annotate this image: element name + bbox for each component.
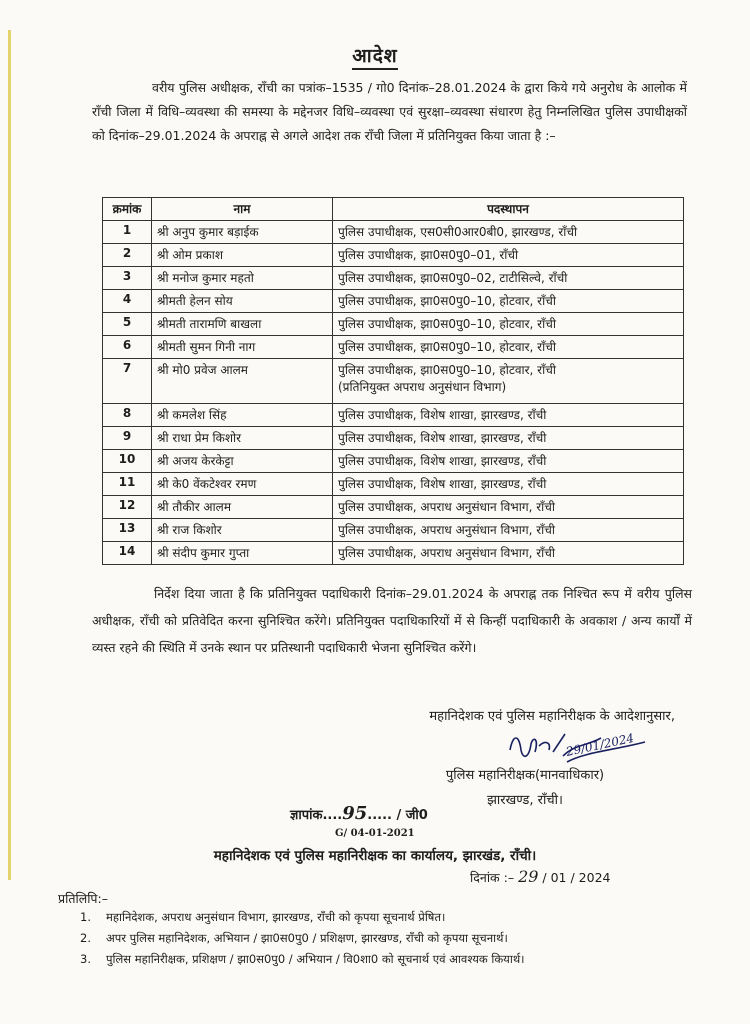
table-row — [103, 244, 684, 267]
header-serial: क्रमांक — [103, 198, 152, 221]
row-posting — [333, 519, 684, 542]
row-serial: 11 — [103, 473, 152, 496]
row-posting — [333, 267, 684, 290]
row-name: श्री संदीप कुमार गुप्ता — [152, 542, 333, 565]
row-posting — [333, 404, 684, 427]
row-serial: 12 — [103, 496, 152, 519]
row-posting — [333, 542, 684, 565]
date-line — [470, 867, 610, 886]
row-posting — [333, 427, 684, 450]
memo-label: ज्ञापांक — [290, 808, 323, 823]
table-header-row — [103, 198, 684, 221]
handwritten-signature — [505, 728, 655, 768]
posting-text: पुलिस उपाधीक्षक, झा0स0पु0–10, होटवार, राँची — [338, 340, 556, 354]
row-serial: 10 — [103, 450, 152, 473]
row-serial: 3 — [103, 267, 152, 290]
order-by-line: महानिदेशक एवं पुलिस महानिरीक्षक के आदेशानुसार, — [429, 709, 675, 724]
row-serial: 4 — [103, 290, 152, 313]
table-row — [103, 290, 684, 313]
copy-number: 1. — [80, 910, 91, 924]
row-posting — [333, 336, 684, 359]
posting-text: पुलिस उपाधीक्षक, झा0स0पु0–02, टाटीसिल्वे, राँची — [338, 271, 568, 285]
row-posting — [333, 244, 684, 267]
row-serial: 1 — [103, 221, 152, 244]
row-name: श्री ओम प्रकाश — [152, 244, 333, 267]
list-item — [80, 928, 680, 949]
row-serial: 8 — [103, 404, 152, 427]
table-row — [103, 267, 684, 290]
row-posting — [333, 359, 684, 404]
row-posting — [333, 450, 684, 473]
copy-label: प्रतिलिपि:– — [58, 891, 108, 906]
posting-text: पुलिस उपाधीक्षक, झा0स0पु0–10, होटवार, राँची — [338, 294, 556, 308]
svg-text:29/01/2024: 29/01/2024 — [564, 730, 636, 759]
row-posting — [333, 221, 684, 244]
table-row — [103, 221, 684, 244]
table-row — [103, 427, 684, 450]
row-name: श्री अनुप कुमार बड़ाईक — [152, 221, 333, 244]
date-label: दिनांक :– — [470, 870, 515, 885]
row-serial: 14 — [103, 542, 152, 565]
row-posting — [333, 473, 684, 496]
row-name: श्री मनोज कुमार महतो — [152, 267, 333, 290]
row-serial: 13 — [103, 519, 152, 542]
copy-number: 3. — [80, 952, 91, 966]
row-name: श्री कमलेश सिंह — [152, 404, 333, 427]
table-row — [103, 496, 684, 519]
posting-text: पुलिस उपाधीक्षक, अपराध अनुसंधान विभाग, राँची — [338, 500, 555, 514]
row-name: श्री राधा प्रेम किशोर — [152, 427, 333, 450]
table-row — [103, 336, 684, 359]
header-posting: पदस्थापन — [333, 198, 684, 221]
posting-text: पुलिस उपाधीक्षक, झा0स0पु0–10, होटवार, राँची — [338, 317, 556, 331]
signatory-title: पुलिस महानिरीक्षक(मानवाधिकार) — [445, 768, 605, 783]
table-row — [103, 473, 684, 496]
posting-text: पुलिस उपाधीक्षक, विशेष शाखा, झारखण्ड, राँची — [338, 454, 547, 468]
office-name: महानिदेशक एवं पुलिस महानिरीक्षक का कार्यालय, झारखंड, राँची। — [213, 848, 537, 864]
posting-text: पुलिस उपाधीक्षक, विशेष शाखा, झारखण्ड, राँची — [338, 477, 547, 491]
copy-text: पुलिस महानिरीक्षक, प्रशिक्षण / झा0स0पु0 / अभियान / वि0शा0 को सूचनार्थ एवं आवश्यक कियार्थ। — [106, 952, 525, 966]
date-rest: / 01 / 2024 — [542, 870, 611, 885]
row-name: श्री अजय केरकेट्टा — [152, 450, 333, 473]
posting-text: पुलिस उपाधीक्षक, अपराध अनुसंधान विभाग, राँची — [338, 546, 555, 560]
row-serial: 2 — [103, 244, 152, 267]
row-posting — [333, 290, 684, 313]
row-name: श्री राज किशोर — [152, 519, 333, 542]
posting-text: पुलिस उपाधीक्षक, झा0स0पु0–01, राँची — [338, 248, 519, 262]
copy-text: अपर पुलिस महानिदेशक, अभियान / झा0स0पु0 / प्रशिक्षण, झारखण्ड, राँची को कृपया सूचनार्थ। — [106, 931, 508, 945]
row-name: श्री तौकीर आलम — [152, 496, 333, 519]
table-row — [103, 359, 684, 404]
copy-list — [80, 907, 680, 970]
row-posting — [333, 496, 684, 519]
list-item — [80, 949, 680, 970]
row-posting — [333, 313, 684, 336]
deployment-table — [102, 197, 684, 565]
copy-text: महानिदेशक, अपराध अनुसंधान विभाग, झारखण्ड, राँची को कृपया सूचनार्थ प्रेषित। — [106, 910, 446, 924]
row-serial: 9 — [103, 427, 152, 450]
signatory-place: झारखण्ड, राँची। — [487, 793, 563, 808]
memo-suffix: / जी0 — [396, 808, 428, 823]
copy-number: 2. — [80, 931, 91, 945]
table-row — [103, 542, 684, 565]
row-name: श्रीमती तारामणि बाखला — [152, 313, 333, 336]
posting-text: पुलिस उपाधीक्षक, झा0स0पु0–10, होटवार, राँची — [338, 363, 556, 377]
posting-note: (प्रतिनियुक्त अपराध अनुसंधान विभाग) — [338, 380, 507, 394]
posting-text: पुलिस उपाधीक्षक, विशेष शाखा, झारखण्ड, राँची — [338, 431, 547, 445]
posting-text: पुलिस उपाधीक्षक, विशेष शाखा, झारखण्ड, राँची — [338, 408, 547, 422]
table-row — [103, 519, 684, 542]
intro-paragraph: वरीय पुलिस अधीक्षक, राँची का पत्रांक–1535 / गो0 दिनांक–28.01.2024 के द्वारा किये गये अनुरोध के आलोक में राँची जिला में विधि–व्यवस्था की समस्या के मद्देनजर विधि–व्यवस्था एवं सुरक्षा–व्यवस्था संधारण हेतु निम्नलिखित पुलिस उपाधीक्षकों को दिनांक–29.01.2024 के अपराह्न से अगले आदेश तक राँची जिला में प्रतिनियुक्त किया जाता है :– — [92, 80, 687, 143]
list-item — [80, 907, 680, 928]
posting-text: पुलिस उपाधीक्षक, एस0सी0आर0बी0, झारखण्ड, राँची — [338, 225, 578, 239]
row-serial: 6 — [103, 336, 152, 359]
order-title: आदेश — [0, 42, 750, 68]
row-name: श्री के0 वेंकटेश्वर रमण — [152, 473, 333, 496]
memo-number: 95 — [342, 803, 368, 824]
row-name: श्रीमती सुमन गिनी नाग — [152, 336, 333, 359]
header-name: नाम — [152, 198, 333, 221]
page-edge-line — [8, 30, 11, 880]
date-day: 29 — [518, 867, 539, 886]
posting-text: पुलिस उपाधीक्षक, अपराध अनुसंधान विभाग, राँची — [338, 523, 555, 537]
table-row — [103, 404, 684, 427]
row-serial: 5 — [103, 313, 152, 336]
file-code: G/ 04-01-2021 — [335, 828, 415, 839]
row-serial: 7 — [103, 359, 152, 404]
row-name: श्रीमती हेलन सोय — [152, 290, 333, 313]
row-name: श्री मो0 प्रवेज आलम — [152, 359, 333, 404]
table-row — [103, 450, 684, 473]
memo-line: ज्ञापांक....95..... / जी0 — [290, 803, 428, 824]
table-row — [103, 313, 684, 336]
directive-paragraph: निर्देश दिया जाता है कि प्रतिनियुक्त पदाधिकारी दिनांक–29.01.2024 के अपराह्न तक निश्चित रूप में वरीय पुलिस अधीक्षक, राँची को प्रतिवेदित करना सुनिश्चित करेंगे। प्रतिनियुक्त पदाधिकारियों में से किन्हीं पदाधिकारी के अवकाश / अन्य कार्यों में व्यस्त रहने की स्थिति में उनके स्थान पर प्रतिस्थानी पदाधिकारी भेजना सुनिश्चित करेंगे। — [92, 586, 692, 655]
